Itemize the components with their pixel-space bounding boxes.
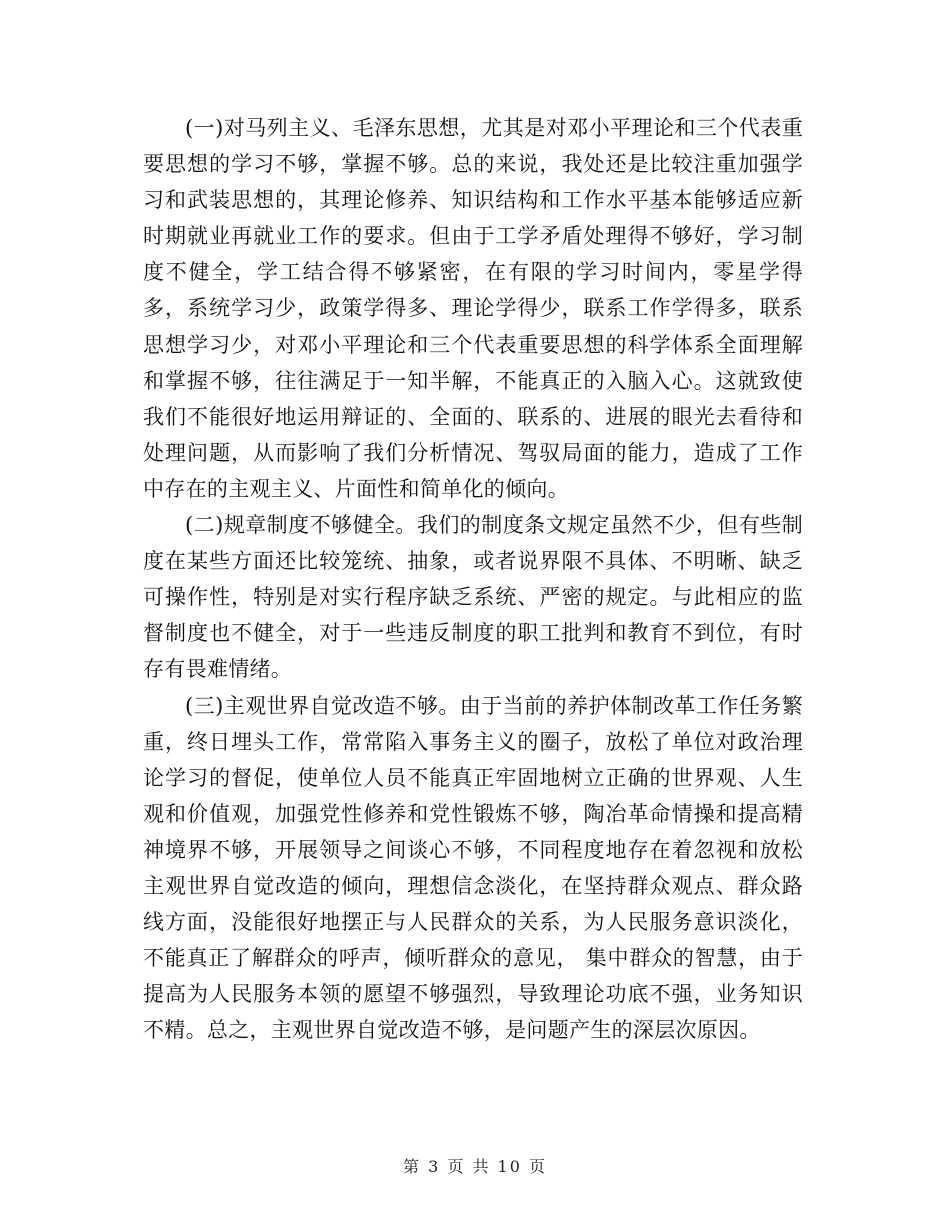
document-body [143, 110, 803, 1048]
paragraph-3: (三)主观世界自觉改造不够。由于当前的养护体制改革工作任务繁重，终日埋头工作，常常陷入事务主义的圈子，放松了单位对政治理论学习的督促，使单位人员不能真正牢固地树立正确的世界观、人生观和价值观，加强党性修养和党性锻炼不够，陶冶革命情操和提高精神境界不够，开展领导之间谈心不够，不同程度地存在着忽视和放松主观世界自觉改造的倾向，理想信念淡化，在坚持群众观点、群众路线方面，没能很好地摆正与人民群众的关系，为人民服务意识淡化，不能真正了解群众的呼声，倾听群众的意见， 集中群众的智慧，由于提高为人民服务本领的愿望不够强烈，导致理论功底不强，业务知识不精。总之，主观世界自觉改造不够，是问题产生的深层次原因。 [143, 693, 803, 1043]
page-number-footer: 第 3 页 共 10 页 [403, 1157, 547, 1176]
paragraph-2: (二)规章制度不够健全。我们的制度条文规定虽然不少，但有些制度在某些方面还比较笼统、抽象，或者说界限不具体、不明晰、缺乏可操作性，特别是对实行程序缺乏系统、严密的规定。与此相应的监督制度也不健全，对于一些违反制度的职工批判和教育不到位，有时存有畏难情绪。 [143, 513, 803, 682]
paragraph-1: (一)对马列主义、毛泽东思想，尤其是对邓小平理论和三个代表重要思想的学习不够，掌握不够。总的来说，我处还是比较注重加强学习和武装思想的，其理论修养、知识结构和工作水平基本能够适应新时期就业再就业工作的要求。但由于工学矛盾处理得不够好，学习制度不健全，学工结合得不够紧密，在有限的学习时间内，零星学得多，系统学习少，政策学得多、理论学得少，联系工作学得多，联系思想学习少，对邓小平理论和三个代表重要思想的科学体系全面理解和掌握不够，往往满足于一知半解，不能真正的入脑入心。这就致使我们不能很好地运用辩证的、全面的、联系的、进展的眼光去看待和处理问题，从而影响了我们分析情况、驾驭局面的能力，造成了工作中存在的主观主义、片面性和简单化的倾向。 [143, 116, 803, 501]
